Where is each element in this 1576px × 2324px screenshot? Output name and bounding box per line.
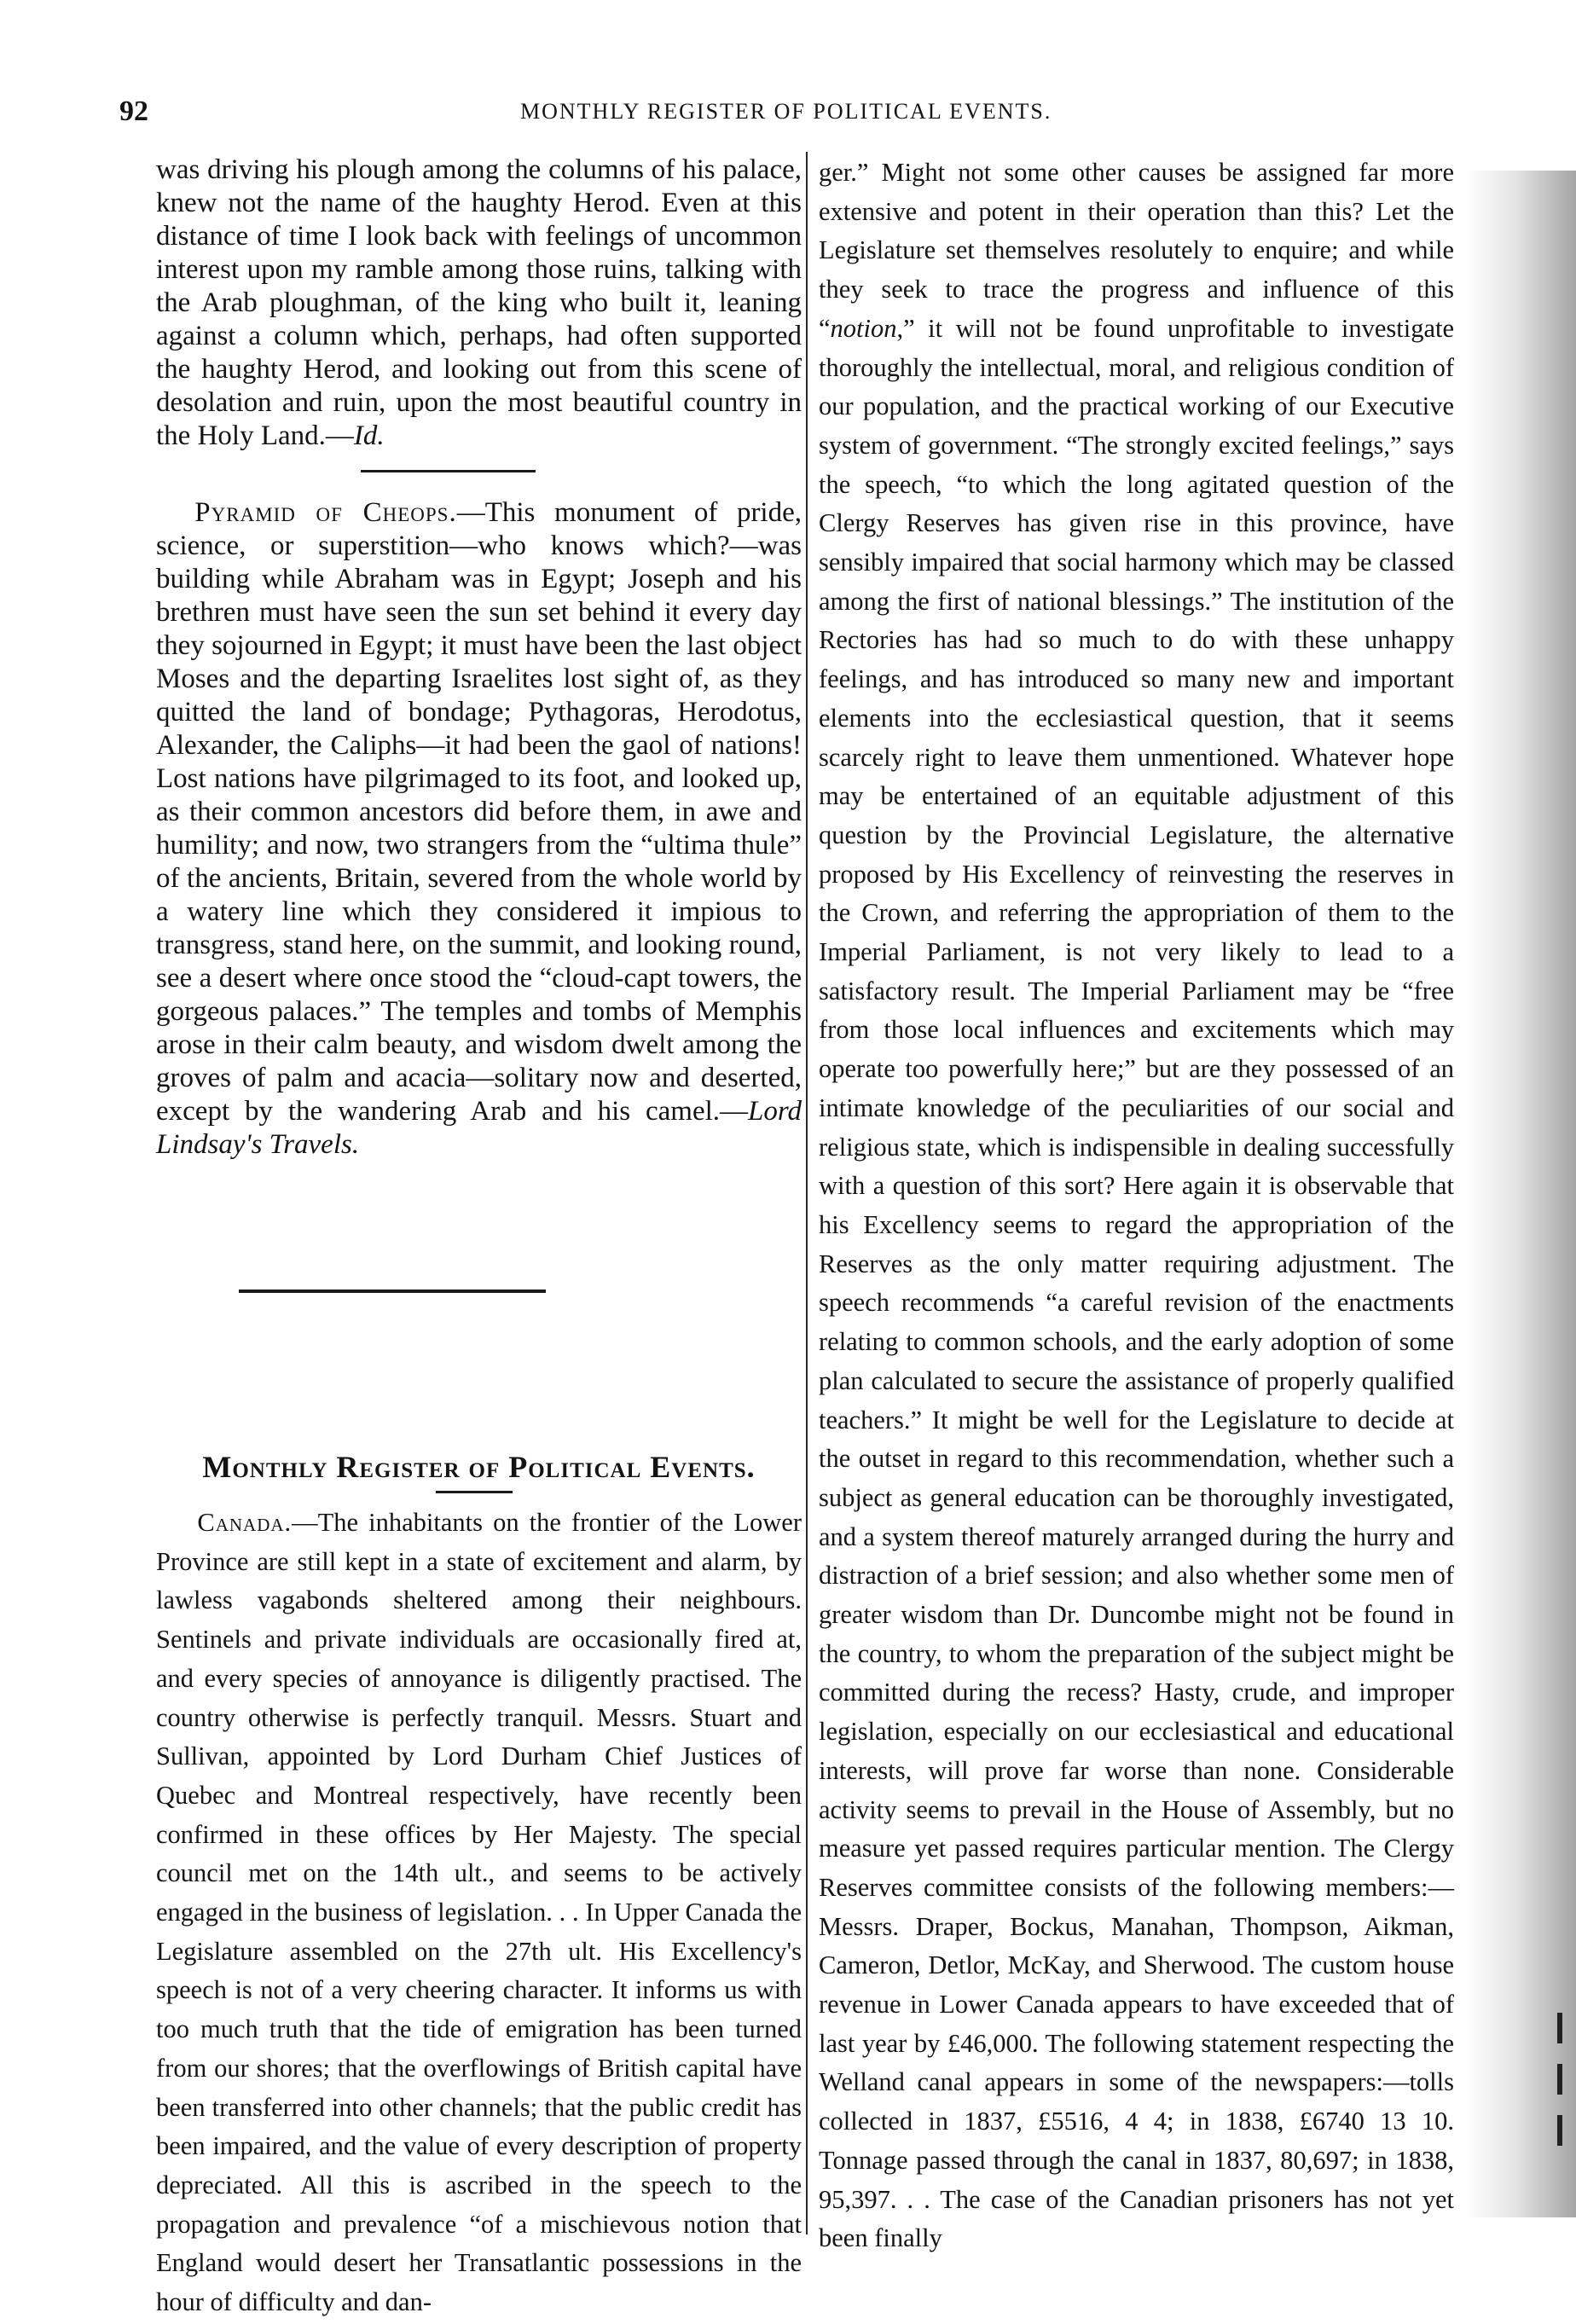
heading-ornament xyxy=(436,1491,513,1493)
divider-rule xyxy=(361,470,536,472)
page-number: 92 xyxy=(119,96,148,127)
running-head xyxy=(119,96,1450,130)
left-column xyxy=(156,154,802,2317)
right-text-2: ,” it will not be found unprofitable to investigate thoroughly the intellectual, moral, and religious condition of our population, and the practical working of our Executive system of government. “The strongly excited feelings,” says the speech, “to which the long agitated question of the Clergy Reserves has given rise in this province, have sensibly impaired that social harmony which may be classed among the first of national blessings.” The institution of the Rectories has had so much to do with these unhappy feelings, and has introduced so many new and important elements into the ecclesiastical question, that it seems scarcely right to leave them unmentioned. Whatever hope may be entertained of an equitable adjustment of this question by the Provincial Legislature, the alternative proposed by His Excellency of reinvesting the reserves in the Crown, and referring the appropriation of them to the Imperial Parliament, is not very likely to lead to a satisfactory result. The Imperial Parliament may be “free from those local influences and excitements which may operate too powerfully here;” but are they possessed of an intimate knowledge of the peculiarities of our social and religious state, which is indispensible in dealing successfully with a question of this sort? Here again it is observable that his Excellency seems to regard the appropriation of the Reserves as the only matter requiring adjustment. The speech recommends “a careful revision of the enactments relating to common schools, and the early adoption of some plan calculated to secure the assistance of properly qualified teachers.” It might be well for the Legislature to decide at the outset in regard to this recommendation, whether such a subject as general education can be thoroughly investigated, and a system thereof maturely arranged during the hurry and distraction of a brief session; and also whether some men of greater wisdom than Dr. Duncombe might not be found in the country, to whom the preparation of the subject might be committed during the recess? Hasty, crude, and improper legislation, especially on our ecclesiastical and educational interests, will prove far worse than none. Considerable activity seems to prevail in the House of Assembly, but no measure yet passed requires particular mention. The Clergy Reserves committee consists of the following members:—Messrs. Draper, Bockus, Manahan, Thompson, Aikman, Cameron, Detlor, McKay, and Sherwood. The custom house revenue in Lower Canada appears to have exceeded that of last year by £46,000. The following statement respecting the Welland canal appears in some of the newspapers:—tolls collected in 1837, £5516, 4 4; in 1838, £6740 13 10. Tonnage passed through the canal in 1837, 80,697; in 1838, 95,397. . . The case of the Canadian prisoners has not yet been finally xyxy=(819,313,1454,2253)
right-text-1: ger.” Might not some other causes be assigned far more extensive and potent in their operation than this? Let the Legislature set themselves resolutely to enquire; and while they seek to trace the progress and influence of this “ xyxy=(819,158,1454,343)
canada-label: Canada. xyxy=(197,1508,293,1537)
section-heading: Monthly Register of Political Events. xyxy=(202,1450,756,1484)
herod-text: was driving his plough among the columns of his palace, knew not the name of the haughty Herod. Even at this distance of time I look back with feelings of uncommon interest upon my ramble among those ruins, talking with the Arab ploughman, of the king who built it, leaning against a column which, perhaps, had often supported the haughty Herod, and looking out from this scene of desolation and ruin, upon the most beautiful country in the Holy Land.— xyxy=(156,154,802,451)
page-edge-shadow xyxy=(1465,171,1576,2217)
notion-word: notion xyxy=(830,313,897,343)
page-edge-mark xyxy=(1557,2064,1562,2095)
page-edge-mark xyxy=(1557,2013,1562,2043)
pyramid-heading: Pyramid of Cheops. xyxy=(194,497,457,528)
herod-paragraph xyxy=(156,154,802,453)
pyramid-attribution: Lord Lindsay's Travels. xyxy=(156,1096,802,1160)
column-divider xyxy=(806,152,808,2234)
canada-text: —The inhabitants on the frontier of the Lower Province are still kept in a state of excitement and alarm, by lawless vagabonds sheltered among their neighbours. Sentinels and private individuals are occasionally fired at, and every species of annoyance is diligently practised. The country otherwise is perfectly tranquil. Messrs. Stuart and Sullivan, appointed by Lord Durham Chief Justices of Quebec and Montreal respectively, have recently been confirmed in these offices by Her Majesty. The special council met on the 14th ult., and seems to be actively engaged in the business of legislation. . . In Upper Canada the Legislature assembled on the 27th ult. His Excellency's speech is not of a very cheering character. It informs us with too much truth that the tide of emigration has been turned from our shores; that the overflowings of British capital have been transferred into other channels; that the public credit has been impaired, and the value of every description of property depreciated. All this is ascribed in the speech to the propagation and prevalence “of a mischievous notion that England would desert her Transatlantic possessions in the hour of difficulty and dan- xyxy=(156,1508,802,2317)
right-column xyxy=(819,154,1454,2253)
right-paragraph xyxy=(819,154,1454,2258)
canada-paragraph xyxy=(156,1504,802,2322)
herod-attribution: Id. xyxy=(353,420,385,451)
running-title: MONTHLY REGISTER OF POLITICAL EVENTS. xyxy=(520,99,1052,124)
pyramid-paragraph xyxy=(156,496,802,1162)
page-edge-mark xyxy=(1557,2115,1562,2146)
pyramid-text: —This monument of pride, science, or superstition—who knows which?—was building while Abraham was in Egypt; Joseph and his brethren must have seen the sun set behind it every day they sojourned in Egypt; it must have been the last object Moses and the departing Israelites lost sight of, as they quitted the land of bondage; Pythagoras, Herodotus, Alexander, the Caliphs—it had been the gaol of nations! Lost nations have pilgrimaged to its foot, and looked up, as their common ancestors did before them, in awe and humility; and now, two strangers from the “ultima thule” of the ancients, Britain, severed from the whole world by a watery line which they considered it impious to transgress, stand here, on the summit, and looking round, see a desert where once stood the “cloud-capt towers, the gorgeous palaces.” The temples and tombs of Memphis arose in their calm beauty, and wisdom dwelt among the groves of palm and acacia—solitary now and deserted, except by the wandering Arab and his camel.— xyxy=(156,497,802,1127)
